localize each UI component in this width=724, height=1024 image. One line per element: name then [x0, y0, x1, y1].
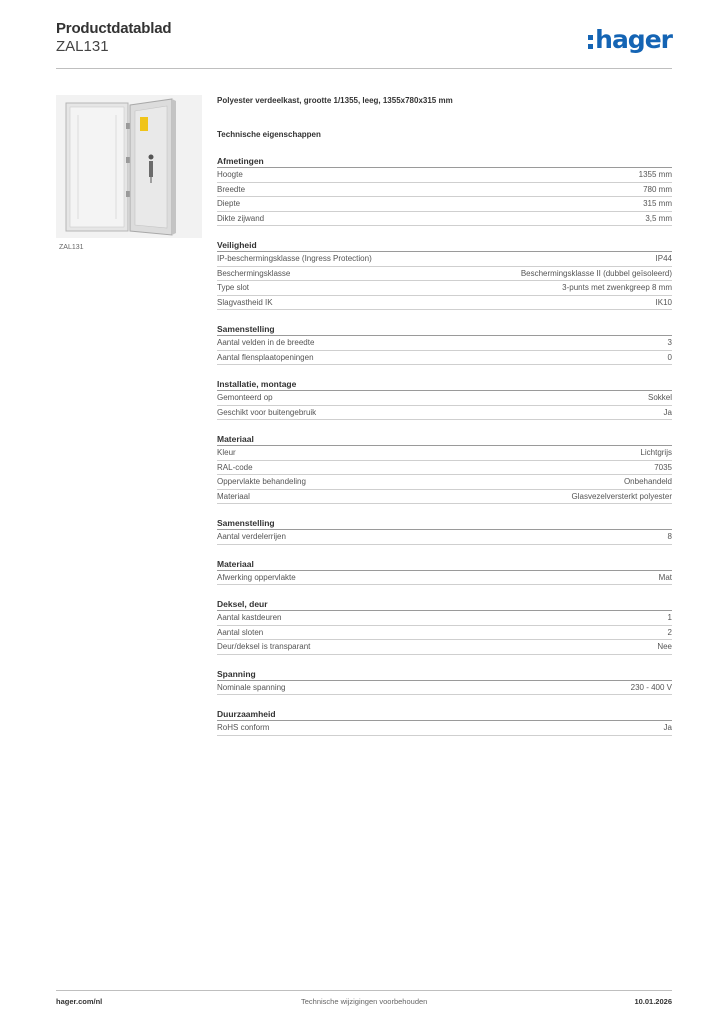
- property-group: [217, 375, 672, 420]
- group-title: Deksel, deur: [217, 595, 672, 611]
- property-value: Lichtgrijs: [640, 448, 672, 457]
- document-title: Productdatablad: [56, 20, 172, 37]
- property-label: Hoogte: [217, 170, 243, 179]
- property-row: [217, 183, 672, 198]
- footer-date: 10.01.2026: [634, 997, 672, 1006]
- property-value: 2: [667, 627, 672, 637]
- property-label: Aantal flensplaatopeningen: [217, 352, 314, 362]
- property-label: RoHS conform: [217, 723, 270, 732]
- property-value: Sokkel: [647, 393, 672, 402]
- property-value: Ja: [663, 723, 672, 732]
- group-title: Samenstelling: [217, 320, 672, 336]
- property-label: Deur/deksel is transparant: [217, 642, 311, 651]
- property-row: [217, 626, 672, 641]
- property-value: 1: [667, 613, 672, 622]
- property-row: [217, 721, 672, 736]
- property-groups: [217, 152, 672, 736]
- property-row: [217, 197, 672, 212]
- property-label: Afwerking oppervlakte: [217, 572, 296, 582]
- property-value: IP44: [655, 254, 672, 263]
- property-row: [217, 640, 672, 655]
- property-row: [217, 212, 672, 227]
- property-value: 3-punts met zwenkgreep 8 mm: [562, 283, 672, 292]
- property-value: 315 mm: [643, 199, 672, 208]
- property-label: Aantal verdelerrijen: [217, 532, 286, 541]
- footer-website: hager.com/nl: [56, 997, 103, 1006]
- group-title: Samenstelling: [217, 514, 672, 530]
- property-value: Nee: [657, 642, 672, 651]
- property-label: Gemonteerd op: [217, 393, 273, 402]
- property-row: [217, 530, 672, 545]
- property-row: [217, 461, 672, 476]
- logo-colon-icon: [588, 35, 593, 49]
- group-title: Installatie, montage: [217, 375, 672, 391]
- property-label: Nominale spanning: [217, 682, 286, 692]
- property-group: [217, 555, 672, 586]
- property-group: [217, 705, 672, 736]
- property-group: [217, 514, 672, 545]
- group-title: Afmetingen: [217, 152, 672, 168]
- property-label: Oppervlakte behandeling: [217, 477, 306, 486]
- group-title: Materiaal: [217, 430, 672, 446]
- property-label: Breedte: [217, 184, 246, 194]
- property-label: Diepte: [217, 199, 241, 208]
- property-row: [217, 446, 672, 461]
- property-value: Beschermingsklasse II (dubbel geïsoleerd): [520, 268, 672, 278]
- header-divider: [56, 68, 672, 69]
- property-label: IP-beschermingsklasse (Ingress Protection): [217, 254, 372, 263]
- property-row: [217, 252, 672, 267]
- property-row: [217, 571, 672, 586]
- property-value: 230 - 400 V: [630, 682, 672, 692]
- property-value: 7035: [654, 462, 672, 472]
- property-row: [217, 475, 672, 490]
- group-title: Spanning: [217, 665, 672, 681]
- product-description: Polyester verdeelkast, grootte 1/1355, leeg, 1355x780x315 mm: [217, 96, 453, 105]
- property-row: [217, 267, 672, 282]
- property-group: [217, 236, 672, 310]
- property-group: [217, 430, 672, 504]
- property-label: Geschikt voor buitengebruik: [217, 407, 317, 417]
- group-title: Duurzaamheid: [217, 705, 672, 721]
- property-label: Slagvastheid IK: [217, 297, 273, 307]
- property-value: IK10: [655, 297, 672, 307]
- property-value: Glasvezelversterkt polyester: [571, 491, 672, 501]
- group-title: Veiligheid: [217, 236, 672, 252]
- property-group: [217, 320, 672, 365]
- property-group: [217, 665, 672, 696]
- property-label: Materiaal: [217, 491, 250, 501]
- property-row: [217, 681, 672, 696]
- group-title: Materiaal: [217, 555, 672, 571]
- page-header: [56, 20, 672, 70]
- product-image: [56, 95, 202, 238]
- property-group: [217, 152, 672, 226]
- property-row: [217, 391, 672, 406]
- footer-divider: [56, 990, 672, 991]
- property-row: [217, 296, 672, 311]
- property-value: Ja: [663, 407, 672, 417]
- property-label: RAL-code: [217, 462, 253, 472]
- property-label: Type slot: [217, 283, 250, 292]
- property-row: [217, 351, 672, 366]
- footer-disclaimer: Technische wijzigingen voorbehouden: [301, 997, 428, 1006]
- logo-word: hager: [595, 25, 672, 54]
- technical-content: [217, 96, 672, 746]
- enclosure-icon: [56, 95, 202, 238]
- property-value: 1355 mm: [638, 170, 672, 179]
- property-value: 3,5 mm: [645, 213, 672, 223]
- property-row: [217, 168, 672, 183]
- property-label: Aantal kastdeuren: [217, 613, 282, 622]
- property-value: Onbehandeld: [623, 477, 672, 486]
- property-value: 8: [667, 532, 672, 541]
- property-label: Dikte zijwand: [217, 213, 265, 223]
- property-row: [217, 611, 672, 626]
- property-value: Mat: [658, 572, 672, 582]
- document-subtitle: ZAL131: [56, 38, 109, 55]
- property-value: 3: [667, 338, 672, 347]
- property-group: [217, 595, 672, 655]
- property-row: [217, 490, 672, 505]
- property-label: Aantal sloten: [217, 627, 264, 637]
- property-label: Aantal velden in de breedte: [217, 338, 315, 347]
- property-label: Kleur: [217, 448, 236, 457]
- property-value: 780 mm: [643, 184, 672, 194]
- property-row: [217, 281, 672, 296]
- image-caption: ZAL131: [59, 244, 84, 251]
- property-value: 0: [667, 352, 672, 362]
- property-row: [217, 406, 672, 421]
- section-title: Technische eigenschappen: [217, 130, 321, 139]
- property-label: Beschermingsklasse: [217, 268, 291, 278]
- property-row: [217, 336, 672, 351]
- hager-logo: [588, 24, 672, 54]
